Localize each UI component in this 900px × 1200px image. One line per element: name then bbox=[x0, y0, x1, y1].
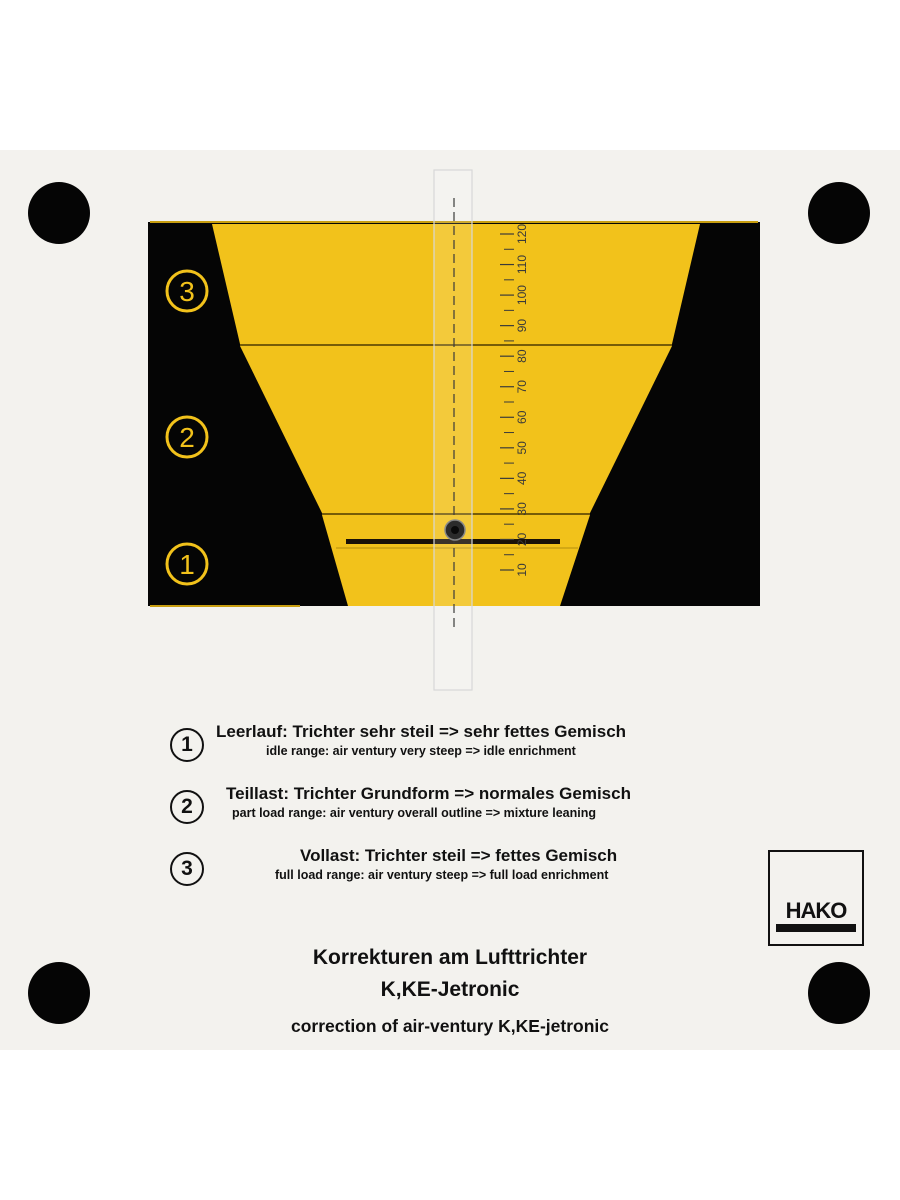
title-line-2: K,KE-Jetronic bbox=[380, 978, 520, 1001]
title-line-3: correction of air-ventury K,KE-jetronic bbox=[291, 1016, 609, 1036]
scale-label-50: 50 bbox=[515, 441, 529, 455]
scale-label-20: 20 bbox=[515, 532, 529, 547]
svg-text:3: 3 bbox=[179, 276, 195, 307]
legend-english-1: idle range: air ventury very steep => idle enrichment bbox=[266, 744, 576, 758]
legend-german-3: Vollast: Trichter steil => fettes Gemisch bbox=[300, 846, 618, 865]
hako-logo-text: HAKO bbox=[785, 898, 847, 923]
svg-text:1: 1 bbox=[179, 549, 195, 580]
hako-logo-bar bbox=[776, 924, 856, 932]
air-venturi-diagram bbox=[0, 150, 900, 710]
scale-label-90: 90 bbox=[515, 318, 529, 333]
scale-label-110: 110 bbox=[515, 254, 529, 275]
scale-label-120: 120 bbox=[515, 223, 529, 245]
legend-number-1: 1 bbox=[170, 728, 204, 762]
legend-number-2: 2 bbox=[170, 790, 204, 824]
scale-label-40: 40 bbox=[515, 471, 529, 486]
slider-strip[interactable] bbox=[434, 170, 472, 690]
legend-german-2: Teillast: Trichter Grundform => normales Gemisch bbox=[226, 784, 631, 803]
legend-english-3: full load range: air ventury steep => full load enrichment bbox=[275, 868, 609, 882]
scale-label-100: 100 bbox=[515, 285, 529, 306]
title-line-1: Korrekturen am Lufttrichter bbox=[312, 946, 588, 969]
scale-label-80: 80 bbox=[515, 349, 529, 363]
scale-label-60: 60 bbox=[515, 410, 529, 424]
scale-label-70: 70 bbox=[515, 380, 529, 394]
legend-english-2: part load range: air ventury overall outline => mixture leaning bbox=[232, 806, 596, 820]
display-board bbox=[0, 150, 900, 1050]
scale-label-30: 30 bbox=[515, 502, 529, 516]
svg-text:2: 2 bbox=[179, 422, 195, 453]
legend-german-1: Leerlauf: Trichter sehr steil => sehr fettes Gemisch bbox=[216, 722, 627, 741]
hako-logo bbox=[768, 850, 864, 946]
legend-number-3: 3 bbox=[170, 852, 204, 886]
scale-label-10: 10 bbox=[515, 563, 529, 577]
